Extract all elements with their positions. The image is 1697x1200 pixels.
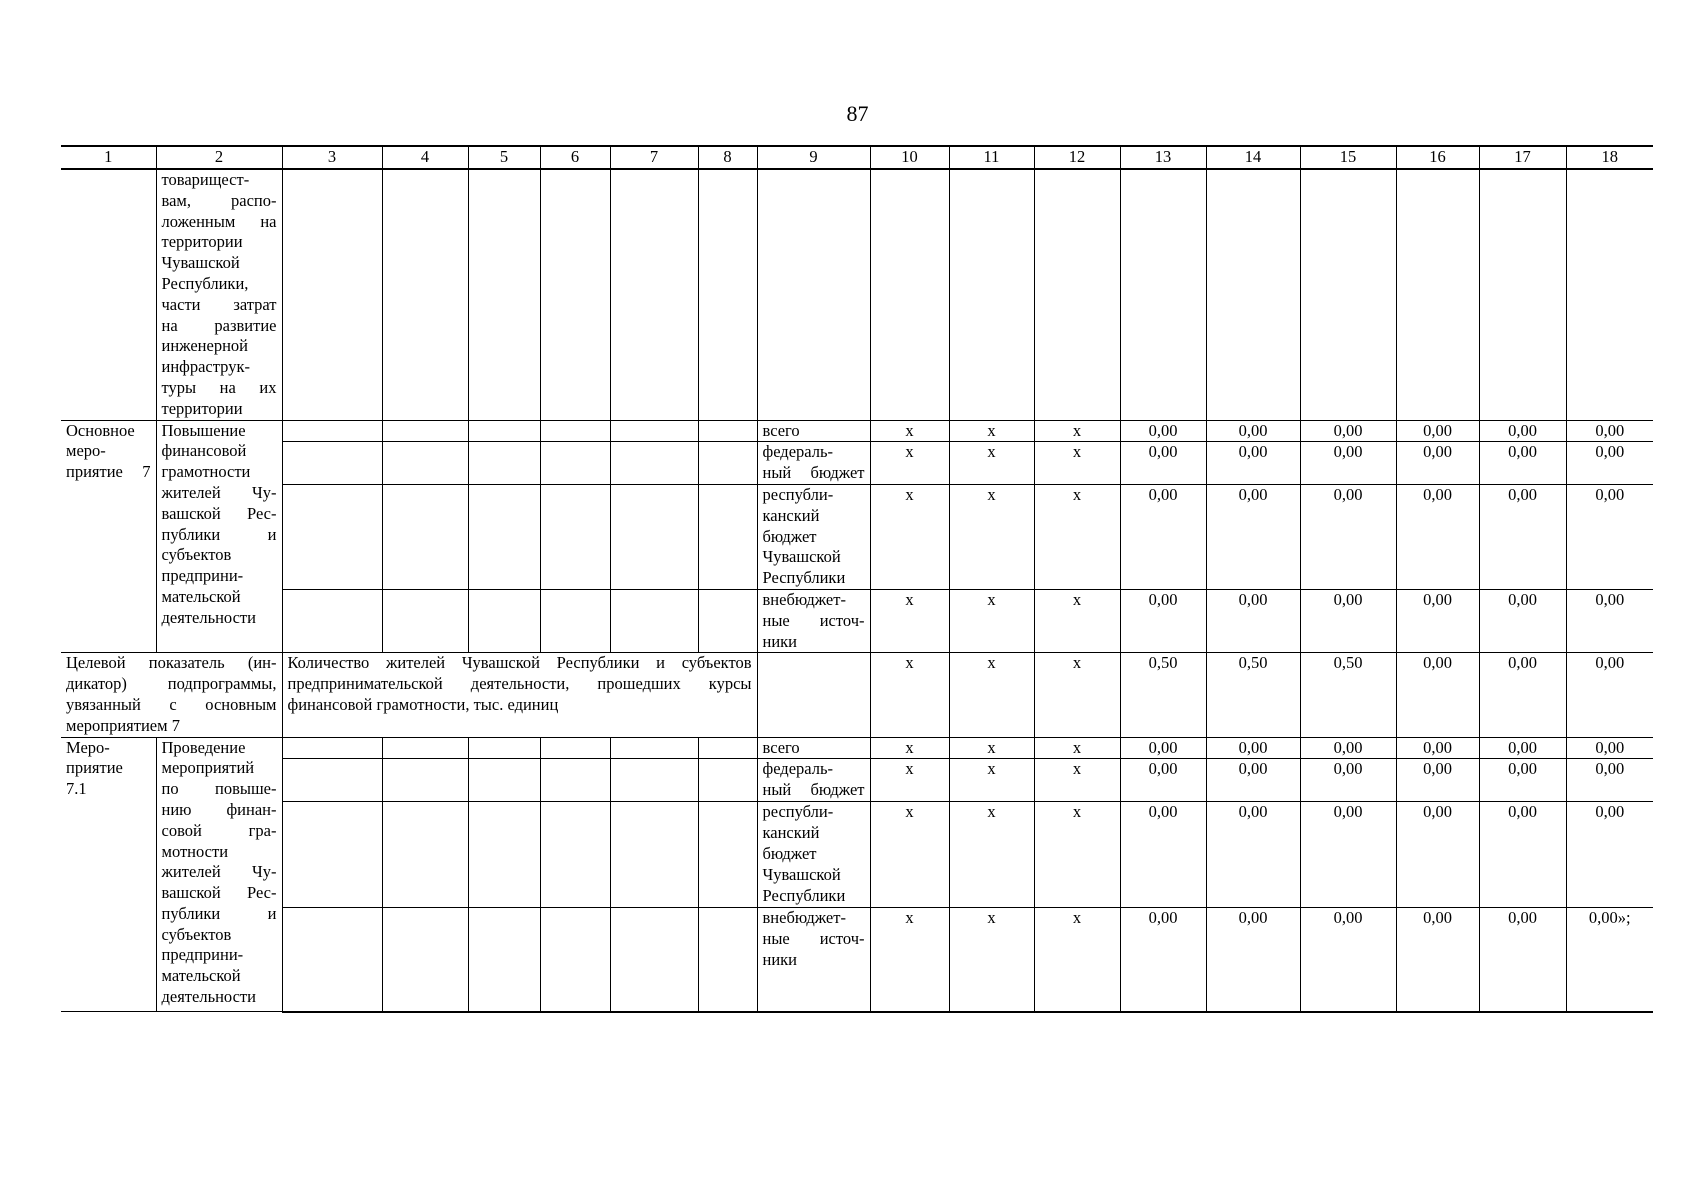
cell-value: 0,00 <box>1566 420 1653 442</box>
col-header: 3 <box>282 146 382 169</box>
table-row <box>61 442 1653 485</box>
cell-value: 0,00 <box>1479 737 1566 759</box>
column-number-row <box>61 146 1653 169</box>
cell-value: 0,50 <box>1206 653 1300 737</box>
col-header: 18 <box>1566 146 1653 169</box>
cell-value: 0,00 <box>1300 737 1396 759</box>
cell-value: 0,00 <box>1566 442 1653 485</box>
indicator-text: Количество жителей Чувашской Республики и субъектов предпринимательской деятельности, прошедших курсы финансовой грамотности, тыс. единиц <box>282 653 757 737</box>
funding-source: федераль- ный бюджет <box>757 442 870 485</box>
cell-value: x <box>870 759 949 802</box>
event-code: Основное меро- приятие 7 <box>61 420 156 653</box>
cell-value: 0,00 <box>1206 908 1300 1012</box>
table-row <box>61 802 1653 908</box>
indicator-row <box>61 653 1653 737</box>
cell-value: 0,00 <box>1300 420 1396 442</box>
cell-value: x <box>949 759 1034 802</box>
cell-value: 0,00 <box>1479 420 1566 442</box>
cell-value: x <box>949 737 1034 759</box>
cell-value: x <box>870 653 949 737</box>
cell-value: x <box>1034 484 1120 589</box>
continued-row <box>61 169 1653 420</box>
cell-value: 0,00 <box>1566 484 1653 589</box>
cell-value: 0,50 <box>1120 653 1206 737</box>
table-row <box>61 759 1653 802</box>
cell-value: 0,00 <box>1300 759 1396 802</box>
cell-value: 0,00 <box>1479 484 1566 589</box>
col-header: 16 <box>1396 146 1479 169</box>
cell-empty <box>61 169 156 420</box>
cell-value: 0,00 <box>1479 802 1566 908</box>
cell-value: 0,00 <box>1479 653 1566 737</box>
cell-value: 0,00 <box>1206 420 1300 442</box>
cell-value: x <box>1034 737 1120 759</box>
cell-value: x <box>949 420 1034 442</box>
funding-source: республи- канский бюджет Чувашской Республики <box>757 802 870 908</box>
cell-value: x <box>949 653 1034 737</box>
table-row <box>61 484 1653 589</box>
funding-source: внебюджет- ные источ- ники <box>757 589 870 652</box>
funding-source: федераль- ный бюджет <box>757 759 870 802</box>
cell-value: 0,00 <box>1206 442 1300 485</box>
col-header: 13 <box>1120 146 1206 169</box>
cell-value: 0,00 <box>1396 802 1479 908</box>
cell-value: 0,00 <box>1120 759 1206 802</box>
cell-value: 0,00 <box>1206 802 1300 908</box>
col-header: 5 <box>468 146 540 169</box>
cell-value: x <box>870 908 949 1012</box>
col-header: 1 <box>61 146 156 169</box>
cell-value: 0,00»; <box>1566 908 1653 1012</box>
cell-value: 0,00 <box>1120 589 1206 652</box>
col-header: 11 <box>949 146 1034 169</box>
cell-value: 0,00 <box>1566 802 1653 908</box>
col-header: 6 <box>540 146 610 169</box>
cell-value: 0,00 <box>1479 908 1566 1012</box>
col-header: 12 <box>1034 146 1120 169</box>
cell-value: 0,00 <box>1206 737 1300 759</box>
col-header: 10 <box>870 146 949 169</box>
cell-value: 0,00 <box>1300 802 1396 908</box>
cell-value: 0,00 <box>1300 442 1396 485</box>
cell-value: 0,00 <box>1206 484 1300 589</box>
cell-value: 0,50 <box>1300 653 1396 737</box>
table-row <box>61 420 1653 442</box>
funding-source: всего <box>757 420 870 442</box>
col-header: 8 <box>698 146 757 169</box>
cell-value: 0,00 <box>1120 908 1206 1012</box>
cell-value: x <box>870 802 949 908</box>
cell-value: x <box>870 589 949 652</box>
cell-value: 0,00 <box>1396 908 1479 1012</box>
cell-value: x <box>870 420 949 442</box>
cell-value: 0,00 <box>1566 653 1653 737</box>
cell-value: x <box>870 442 949 485</box>
col-header: 9 <box>757 146 870 169</box>
cell-value: x <box>1034 420 1120 442</box>
cell-value: x <box>949 802 1034 908</box>
cell-value: 0,00 <box>1396 484 1479 589</box>
cell-value: 0,00 <box>1396 759 1479 802</box>
cell-value: x <box>949 589 1034 652</box>
cell-value: x <box>949 484 1034 589</box>
col-header: 15 <box>1300 146 1396 169</box>
cell-value: 0,00 <box>1396 589 1479 652</box>
cell-value: x <box>1034 908 1120 1012</box>
cell-value: x <box>1034 589 1120 652</box>
cell-value: 0,00 <box>1300 484 1396 589</box>
cell-value: 0,00 <box>1120 484 1206 589</box>
cell-value: 0,00 <box>1396 420 1479 442</box>
cell-value: 0,00 <box>1479 759 1566 802</box>
table-row <box>61 737 1653 759</box>
cell-value: 0,00 <box>1479 442 1566 485</box>
event-description: Проведение мероприятий по повыше- нию финан- совой гра- мотности жителей Чу- вашской Рес- публики и субъектов предприни- мательской деятельности <box>156 737 282 1012</box>
cell-value: x <box>1034 759 1120 802</box>
funding-source: внебюджет- ные источ- ники <box>757 908 870 1012</box>
cell-value: 0,00 <box>1566 589 1653 652</box>
cell-value: x <box>949 442 1034 485</box>
col-header: 4 <box>382 146 468 169</box>
cell-value: 0,00 <box>1479 589 1566 652</box>
cell-value: 0,00 <box>1206 759 1300 802</box>
cell-value: 0,00 <box>1300 908 1396 1012</box>
col-header: 2 <box>156 146 282 169</box>
table-row <box>61 908 1653 1012</box>
cell-value: 0,00 <box>1396 737 1479 759</box>
cell-value: 0,00 <box>1300 589 1396 652</box>
cell-value: 0,00 <box>1566 737 1653 759</box>
cell-value: 0,00 <box>1120 802 1206 908</box>
col-header: 14 <box>1206 146 1300 169</box>
cell-value: 0,00 <box>1396 653 1479 737</box>
cell-value: 0,00 <box>1120 442 1206 485</box>
table-row <box>61 589 1653 652</box>
col-header: 7 <box>610 146 698 169</box>
cell-value: 0,00 <box>1120 420 1206 442</box>
cell-value: x <box>1034 802 1120 908</box>
cell-value: 0,00 <box>1396 442 1479 485</box>
cell-value: 0,00 <box>1206 589 1300 652</box>
event-description: Повышение финансовой грамотности жителей Чу- вашской Рес- публики и субъектов предприни- мательской деятельности <box>156 420 282 653</box>
cell-value: x <box>949 908 1034 1012</box>
event-code: Меро- приятие 7.1 <box>61 737 156 1012</box>
continued-description: товарищест- вам, распо- ложенным на территории Чувашской Республики, части затрат на развитие инженерной инфраструк- туры на их территории <box>156 169 282 420</box>
col-header: 17 <box>1479 146 1566 169</box>
cell-value: x <box>870 737 949 759</box>
page-number: 87 <box>846 101 869 126</box>
cell-value: 0,00 <box>1566 759 1653 802</box>
cell-value: x <box>1034 653 1120 737</box>
funding-source: республи- канский бюджет Чувашской Республики <box>757 484 870 589</box>
cell-value: x <box>1034 442 1120 485</box>
cell-value: 0,00 <box>1120 737 1206 759</box>
cell-value: x <box>870 484 949 589</box>
program-table <box>61 145 1653 1013</box>
funding-source: всего <box>757 737 870 759</box>
indicator-label: Целевой показатель (ин- дикатор) подпрограммы, увязанный с основным мероприятием 7 <box>61 653 282 737</box>
